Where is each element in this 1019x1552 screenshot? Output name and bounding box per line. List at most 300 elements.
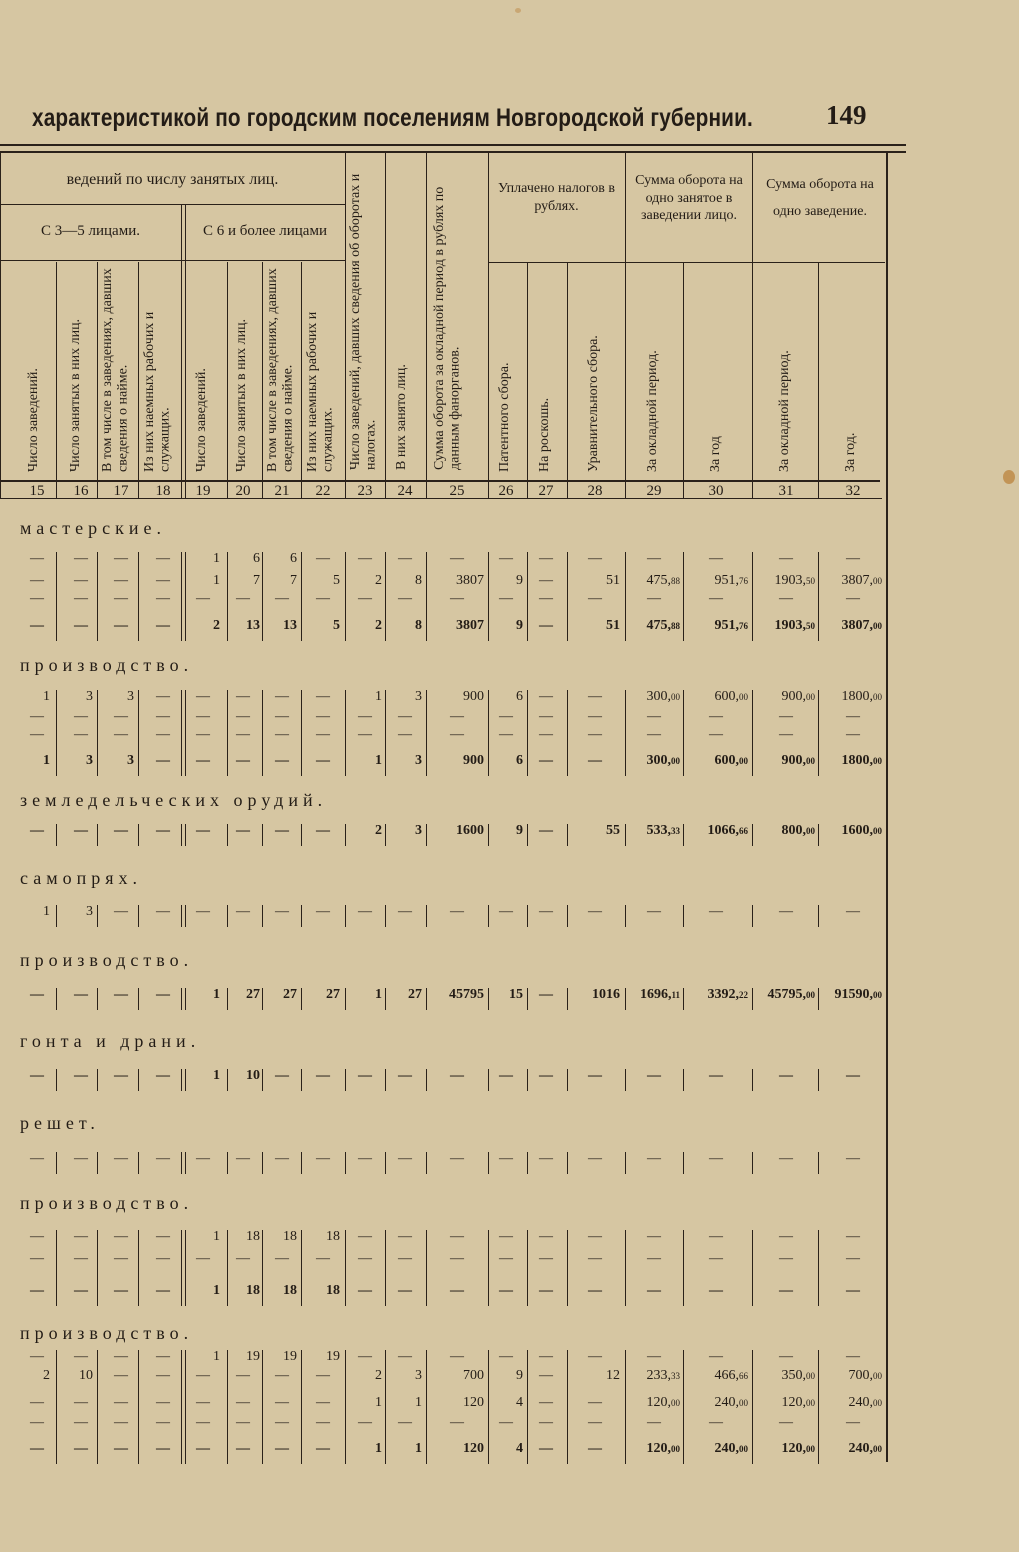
table-cell: — bbox=[156, 1151, 170, 1166]
column-number: 17 bbox=[113, 483, 129, 499]
column-number: 15 bbox=[29, 483, 45, 499]
header-column-rule bbox=[345, 152, 346, 498]
column-rule bbox=[97, 1152, 98, 1174]
table-cell: 18 bbox=[326, 1229, 340, 1244]
column-rule bbox=[181, 905, 182, 927]
column-rule bbox=[227, 1069, 228, 1091]
column-rule bbox=[301, 905, 302, 927]
column-rule bbox=[426, 1230, 427, 1306]
header-column-rule bbox=[301, 262, 302, 498]
group-6-plus-persons: С 6 и более лицами bbox=[203, 223, 327, 239]
table-cell: 2 bbox=[213, 618, 220, 633]
column-rule bbox=[752, 690, 753, 776]
table-cell: 1 bbox=[375, 1395, 382, 1410]
header-rule bbox=[0, 144, 906, 146]
table-cell: 6 bbox=[516, 689, 523, 704]
table-cell: — bbox=[539, 1395, 553, 1410]
table-cell: — bbox=[114, 1349, 128, 1364]
table-cell: — bbox=[316, 1395, 330, 1410]
column-rule bbox=[385, 988, 386, 1010]
table-cell: — bbox=[30, 1068, 44, 1083]
column-rule bbox=[426, 1350, 427, 1464]
table-cell: — bbox=[358, 1283, 372, 1298]
table-cell: — bbox=[539, 709, 553, 724]
table-cell: — bbox=[74, 1068, 88, 1083]
column-number: 20 bbox=[235, 483, 251, 499]
table-cell: — bbox=[316, 753, 330, 768]
table-cell: — bbox=[588, 1151, 602, 1166]
table-cell: — bbox=[275, 1368, 289, 1383]
table-cell: — bbox=[275, 904, 289, 919]
column-rule bbox=[567, 690, 568, 776]
column-label-28: Уравнительного сбора. bbox=[586, 335, 601, 472]
table-cell: 27 bbox=[283, 987, 297, 1002]
table-cell: 900 bbox=[463, 753, 484, 768]
column-rule bbox=[301, 690, 302, 776]
table-cell: — bbox=[450, 904, 464, 919]
table-cell: — bbox=[358, 1229, 372, 1244]
table-cell: — bbox=[588, 1395, 602, 1410]
column-rule bbox=[185, 824, 186, 846]
table-cell: — bbox=[236, 591, 250, 606]
table-cell: — bbox=[74, 591, 88, 606]
table-cell: — bbox=[114, 1283, 128, 1298]
table-cell: — bbox=[647, 1283, 661, 1298]
table-cell: — bbox=[539, 753, 553, 768]
header-column-rule bbox=[97, 262, 98, 498]
table-cell: — bbox=[114, 1415, 128, 1430]
table-cell: — bbox=[316, 1368, 330, 1383]
table-cell: 6 bbox=[290, 551, 297, 566]
table-cell: — bbox=[316, 709, 330, 724]
column-rule bbox=[625, 552, 626, 641]
table-cell: — bbox=[275, 753, 289, 768]
table-cell: 1800,00 bbox=[841, 753, 882, 768]
table-cell: — bbox=[588, 689, 602, 704]
table-cell: 18 bbox=[246, 1229, 260, 1244]
table-cell: 1 bbox=[43, 689, 50, 704]
column-rule bbox=[345, 1069, 346, 1091]
table-cell: 3 bbox=[86, 689, 93, 704]
header-column-rule bbox=[818, 262, 819, 498]
table-cell: 800,00 bbox=[781, 823, 815, 838]
column-rule bbox=[345, 905, 346, 927]
table-cell: — bbox=[450, 1068, 464, 1083]
table-cell: 466,66 bbox=[714, 1368, 748, 1383]
table-cell: — bbox=[74, 823, 88, 838]
table-cell: — bbox=[316, 1251, 330, 1266]
table-cell: — bbox=[114, 1368, 128, 1383]
table-cell: 951,76 bbox=[714, 618, 748, 633]
column-rule bbox=[138, 1069, 139, 1091]
table-cell: 600,00 bbox=[714, 753, 748, 768]
table-cell: — bbox=[196, 823, 210, 838]
header-column-rule bbox=[138, 262, 139, 498]
page-number: 149 bbox=[826, 100, 867, 130]
table-cell: — bbox=[74, 1395, 88, 1410]
column-rule bbox=[181, 824, 182, 846]
column-rule bbox=[97, 824, 98, 846]
table-cell: — bbox=[196, 709, 210, 724]
table-cell: 55 bbox=[606, 823, 620, 838]
column-rule bbox=[185, 1230, 186, 1306]
header-column-rule bbox=[426, 152, 427, 498]
table-cell: 1600 bbox=[456, 823, 484, 838]
table-cell: — bbox=[114, 987, 128, 1002]
table-cell: — bbox=[539, 591, 553, 606]
column-rule bbox=[488, 1230, 489, 1306]
table-cell: — bbox=[450, 1283, 464, 1298]
table-cell: — bbox=[499, 727, 513, 742]
table-cell: — bbox=[588, 1068, 602, 1083]
table-cell: — bbox=[156, 1251, 170, 1266]
table-cell: — bbox=[30, 823, 44, 838]
column-rule bbox=[385, 824, 386, 846]
header-column-rule bbox=[683, 262, 684, 498]
table-cell: — bbox=[846, 904, 860, 919]
column-rule bbox=[181, 1350, 182, 1464]
table-cell: — bbox=[275, 727, 289, 742]
table-cell: — bbox=[156, 753, 170, 768]
table-cell: — bbox=[846, 1349, 860, 1364]
column-rule bbox=[818, 1350, 819, 1464]
table-cell: 7 bbox=[253, 573, 260, 588]
table-cell: 18 bbox=[283, 1229, 297, 1244]
table-cell: — bbox=[74, 709, 88, 724]
table-cell: — bbox=[156, 689, 170, 704]
table-cell: — bbox=[30, 1151, 44, 1166]
table-cell: — bbox=[358, 1415, 372, 1430]
column-rule bbox=[818, 1069, 819, 1091]
column-rule bbox=[227, 690, 228, 776]
column-rule bbox=[567, 988, 568, 1010]
column-rule bbox=[752, 552, 753, 641]
column-rule bbox=[683, 824, 684, 846]
table-cell: 91590,00 bbox=[834, 987, 882, 1002]
table-cell: 3 bbox=[127, 689, 134, 704]
table-cell: — bbox=[846, 591, 860, 606]
section-title: производство. bbox=[20, 950, 194, 970]
column-rule bbox=[683, 1230, 684, 1306]
table-cell: — bbox=[275, 1441, 289, 1456]
table-cell: — bbox=[196, 753, 210, 768]
table-cell: — bbox=[196, 1415, 210, 1430]
table-cell: — bbox=[588, 1283, 602, 1298]
table-cell: 9 bbox=[516, 573, 523, 588]
table-cell: 19 bbox=[246, 1349, 260, 1364]
table-cell: — bbox=[30, 1283, 44, 1298]
column-rule bbox=[683, 552, 684, 641]
table-cell: — bbox=[398, 591, 412, 606]
running-title: характеристикой по городским поселениям Новгородской губернии. bbox=[32, 104, 753, 132]
table-cell: — bbox=[647, 1229, 661, 1244]
table-cell: — bbox=[539, 1229, 553, 1244]
table-cell: — bbox=[74, 987, 88, 1002]
column-label-21: В том числе в заведениях, давших сведения о найме. bbox=[265, 268, 296, 472]
table-cell: 300,00 bbox=[646, 753, 680, 768]
column-rule bbox=[488, 1350, 489, 1464]
table-cell: — bbox=[846, 1229, 860, 1244]
table-cell: — bbox=[709, 727, 723, 742]
table-cell: — bbox=[450, 1349, 464, 1364]
table-cell: — bbox=[74, 1349, 88, 1364]
table-cell: — bbox=[588, 709, 602, 724]
column-rule bbox=[227, 1230, 228, 1306]
table-cell: — bbox=[74, 1441, 88, 1456]
table-cell: — bbox=[275, 1395, 289, 1410]
column-rule bbox=[527, 824, 528, 846]
column-rule bbox=[97, 1069, 98, 1091]
header-rule bbox=[0, 204, 345, 205]
table-cell: 8 bbox=[415, 618, 422, 633]
column-rule bbox=[262, 1069, 263, 1091]
table-cell: — bbox=[539, 1415, 553, 1430]
table-cell: — bbox=[539, 1251, 553, 1266]
column-rule bbox=[488, 1152, 489, 1174]
table-cell: 2 bbox=[375, 823, 382, 838]
column-label-19: Число заведений. bbox=[194, 368, 209, 472]
table-cell: — bbox=[156, 987, 170, 1002]
table-cell: 1 bbox=[213, 551, 220, 566]
table-cell: — bbox=[588, 1441, 602, 1456]
table-cell: — bbox=[316, 551, 330, 566]
table-cell: 951,76 bbox=[714, 573, 748, 588]
column-rule bbox=[683, 1350, 684, 1464]
table-cell: 240,00 bbox=[848, 1395, 882, 1410]
table-cell: 1066,66 bbox=[707, 823, 748, 838]
table-cell: 6 bbox=[516, 753, 523, 768]
table-cell: 1696,11 bbox=[639, 987, 680, 1002]
table-cell: 1600,00 bbox=[841, 823, 882, 838]
table-cell: 4 bbox=[516, 1441, 523, 1456]
table-cell: — bbox=[156, 1415, 170, 1430]
table-cell: — bbox=[588, 753, 602, 768]
table-cell: — bbox=[539, 987, 553, 1002]
table-cell: — bbox=[156, 1283, 170, 1298]
column-rule bbox=[97, 905, 98, 927]
column-rule bbox=[752, 905, 753, 927]
column-rule bbox=[185, 1350, 186, 1464]
header-column-rule bbox=[0, 152, 1, 498]
column-rule bbox=[262, 1230, 263, 1306]
column-rule bbox=[488, 905, 489, 927]
table-cell: — bbox=[30, 1441, 44, 1456]
table-cell: — bbox=[450, 1415, 464, 1430]
table-cell: — bbox=[398, 727, 412, 742]
table-cell: 7 bbox=[290, 573, 297, 588]
table-cell: — bbox=[779, 1068, 793, 1083]
table-cell: — bbox=[236, 1395, 250, 1410]
table-cell: — bbox=[398, 1415, 412, 1430]
table-cell: — bbox=[196, 1151, 210, 1166]
table-cell: — bbox=[398, 1251, 412, 1266]
header-column-rule bbox=[185, 205, 186, 498]
column-rule bbox=[56, 1350, 57, 1464]
column-rule bbox=[527, 1230, 528, 1306]
column-rule bbox=[488, 1069, 489, 1091]
table-cell: 3807,00 bbox=[841, 573, 882, 588]
table-cell: — bbox=[647, 1151, 661, 1166]
table-cell: — bbox=[30, 618, 44, 633]
table-cell: — bbox=[499, 1229, 513, 1244]
column-number: 27 bbox=[538, 483, 554, 499]
table-cell: — bbox=[156, 1395, 170, 1410]
column-rule bbox=[138, 905, 139, 927]
column-rule bbox=[488, 824, 489, 846]
column-number: 21 bbox=[274, 483, 290, 499]
column-rule bbox=[818, 690, 819, 776]
table-cell: — bbox=[114, 1441, 128, 1456]
column-rule bbox=[345, 824, 346, 846]
table-cell: — bbox=[275, 709, 289, 724]
column-rule bbox=[227, 988, 228, 1010]
table-cell: — bbox=[450, 727, 464, 742]
column-label-18: Из них наемных рабочих и служащих. bbox=[142, 311, 173, 472]
table-cell: — bbox=[30, 1251, 44, 1266]
column-rule bbox=[56, 1230, 57, 1306]
column-rule bbox=[385, 1069, 386, 1091]
table-cell: — bbox=[30, 987, 44, 1002]
table-cell: 1 bbox=[213, 1229, 220, 1244]
table-cell: — bbox=[275, 1068, 289, 1083]
column-rule bbox=[227, 905, 228, 927]
table-cell: 9 bbox=[516, 823, 523, 838]
table-cell: — bbox=[846, 551, 860, 566]
table-cell: — bbox=[196, 904, 210, 919]
column-rule bbox=[426, 988, 427, 1010]
header-column-rule bbox=[56, 262, 57, 498]
paper-stain bbox=[515, 8, 521, 13]
table-cell: — bbox=[156, 823, 170, 838]
table-cell: 10 bbox=[246, 1068, 260, 1083]
table-cell: — bbox=[114, 727, 128, 742]
table-cell: 1 bbox=[213, 1068, 220, 1083]
column-label-32: За год. bbox=[843, 432, 858, 472]
table-cell: — bbox=[709, 1151, 723, 1166]
table-cell: — bbox=[709, 591, 723, 606]
table-cell: — bbox=[647, 1068, 661, 1083]
column-number: 31 bbox=[778, 483, 794, 499]
table-cell: — bbox=[499, 591, 513, 606]
column-rule bbox=[567, 552, 568, 641]
table-cell: 900,00 bbox=[781, 689, 815, 704]
column-rule bbox=[683, 690, 684, 776]
table-cell: 19 bbox=[326, 1349, 340, 1364]
table-cell: 1 bbox=[375, 987, 382, 1002]
column-rule bbox=[625, 905, 626, 927]
table-cell: — bbox=[275, 1151, 289, 1166]
column-rule bbox=[345, 690, 346, 776]
table-cell: — bbox=[358, 727, 372, 742]
paper-stain bbox=[1003, 470, 1015, 484]
table-cell: — bbox=[846, 1151, 860, 1166]
column-rule bbox=[138, 824, 139, 846]
column-rule bbox=[181, 988, 182, 1010]
column-rule bbox=[567, 1069, 568, 1091]
table-cell: 475,88 bbox=[646, 573, 680, 588]
column-rule bbox=[185, 690, 186, 776]
table-cell: 120 bbox=[463, 1395, 484, 1410]
column-rule bbox=[345, 988, 346, 1010]
table-cell: — bbox=[236, 1415, 250, 1430]
table-cell: — bbox=[236, 1441, 250, 1456]
table-cell: — bbox=[647, 1415, 661, 1430]
table-cell: — bbox=[779, 1251, 793, 1266]
table-cell: — bbox=[779, 591, 793, 606]
table-cell: 1 bbox=[213, 573, 220, 588]
table-cell: — bbox=[499, 1349, 513, 1364]
table-cell: — bbox=[709, 904, 723, 919]
column-rule bbox=[385, 905, 386, 927]
column-rule bbox=[625, 1152, 626, 1174]
table-cell: — bbox=[30, 1415, 44, 1430]
table-cell: — bbox=[709, 1251, 723, 1266]
column-rule bbox=[752, 824, 753, 846]
table-cell: 3 bbox=[127, 753, 134, 768]
table-cell: — bbox=[316, 1415, 330, 1430]
group-turnover-per-establishment: Сумма оборота на одно заведение. bbox=[766, 177, 874, 219]
header-rule bbox=[488, 262, 625, 263]
table-cell: — bbox=[114, 904, 128, 919]
column-number: 26 bbox=[498, 483, 514, 499]
column-label-24: В них занято лиц. bbox=[394, 364, 409, 470]
table-cell: — bbox=[114, 823, 128, 838]
table-cell: — bbox=[779, 727, 793, 742]
column-rule bbox=[56, 824, 57, 846]
header-rule bbox=[0, 151, 906, 153]
column-rule bbox=[752, 1152, 753, 1174]
table-cell: — bbox=[156, 1368, 170, 1383]
table-cell: — bbox=[156, 618, 170, 633]
header-rule bbox=[625, 262, 885, 263]
table-cell: — bbox=[539, 1368, 553, 1383]
column-rule bbox=[185, 905, 186, 927]
table-cell: 3 bbox=[415, 823, 422, 838]
table-cell: — bbox=[74, 1283, 88, 1298]
table-cell: 45795,00 bbox=[767, 987, 815, 1002]
table-cell: — bbox=[196, 1395, 210, 1410]
column-rule bbox=[818, 905, 819, 927]
table-cell: — bbox=[779, 1151, 793, 1166]
column-rule bbox=[752, 988, 753, 1010]
column-rule bbox=[426, 1152, 427, 1174]
table-cell: — bbox=[316, 591, 330, 606]
table-cell: — bbox=[30, 551, 44, 566]
table-cell: — bbox=[398, 1068, 412, 1083]
table-cell: 8 bbox=[415, 573, 422, 588]
table-cell: — bbox=[316, 823, 330, 838]
column-rule bbox=[426, 690, 427, 776]
column-rule bbox=[683, 988, 684, 1010]
table-cell: — bbox=[709, 1068, 723, 1083]
table-cell: — bbox=[275, 689, 289, 704]
table-cell: — bbox=[114, 618, 128, 633]
column-label-20: Число занятых в них лиц. bbox=[234, 318, 249, 472]
column-rule bbox=[345, 1152, 346, 1174]
table-cell: — bbox=[236, 1151, 250, 1166]
table-cell: 240,00 bbox=[714, 1441, 748, 1456]
table-cell: — bbox=[846, 727, 860, 742]
table-cell: — bbox=[398, 1283, 412, 1298]
column-rule bbox=[262, 1152, 263, 1174]
table-cell: 13 bbox=[283, 618, 297, 633]
table-cell: — bbox=[588, 1229, 602, 1244]
column-rule bbox=[683, 1069, 684, 1091]
column-rule bbox=[262, 1350, 263, 1464]
table-cell: — bbox=[539, 573, 553, 588]
table-cell: — bbox=[709, 1283, 723, 1298]
table-cell: 2 bbox=[375, 1368, 382, 1383]
